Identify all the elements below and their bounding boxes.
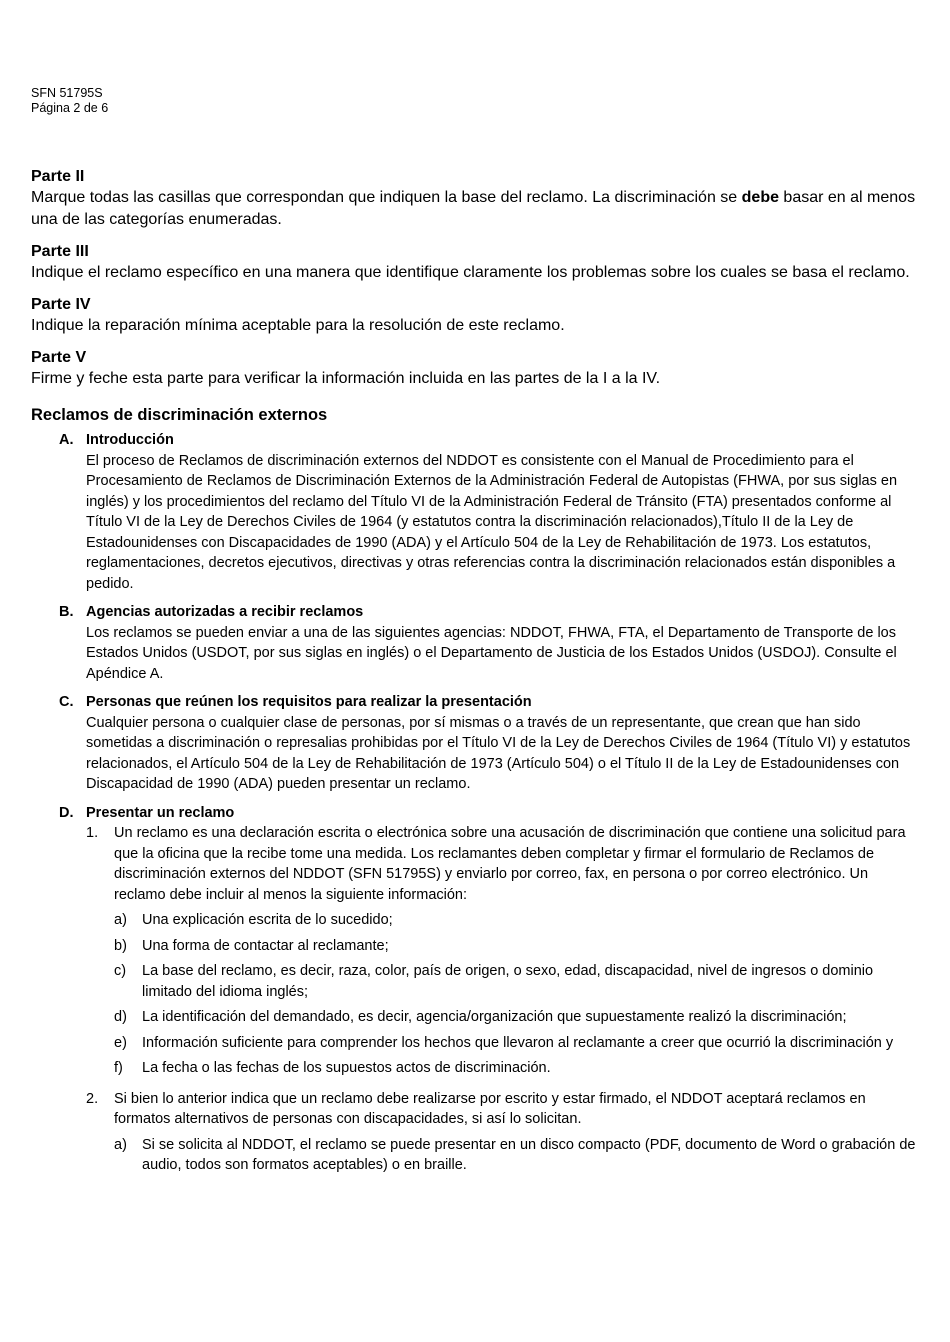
form-number: SFN 51795S bbox=[31, 86, 103, 100]
sub-text: La base del reclamo, es decir, raza, color, país de origen, o sexo, edad, discapacidad, nivel de ingresos o dominio limitado del idioma inglés; bbox=[142, 963, 874, 1000]
section-item-a bbox=[31, 430, 921, 594]
item-text: Los reclamos se pueden enviar a una de las siguientes agencias: NDDOT, FHWA, FTA, el Departamento de Transporte de los Estados Unidos (USDOT, por sus siglas en inglés) o el Departamento de Justicia de los Estados Unidos (USDOJ). Consulte el Apéndice A. bbox=[86, 624, 897, 682]
sub-text: Una explicación escrita de lo sucedido; bbox=[142, 912, 393, 928]
form-header bbox=[31, 86, 108, 116]
sub-text: Una forma de contactar al reclamante; bbox=[142, 937, 389, 954]
sub-item-a bbox=[114, 910, 921, 931]
section-item-b bbox=[31, 602, 921, 684]
item-title: Agencias autorizadas a recibir reclamos bbox=[86, 604, 364, 620]
sub-letter: e) bbox=[114, 1034, 127, 1051]
emphasis-debe: debe bbox=[741, 189, 779, 206]
part-v-text: Firme y feche esta parte para verificar la información incluida en las partes de la I a la IV. bbox=[31, 370, 661, 387]
section-item-d bbox=[31, 803, 921, 1176]
item-letter: C. bbox=[59, 694, 74, 710]
sub-letter: a) bbox=[114, 1136, 127, 1153]
document-body bbox=[31, 167, 921, 1184]
part-v bbox=[31, 348, 921, 390]
point-text: Un reclamo es una declaración escrita o electrónica sobre una acusación de discriminación que contiene una solicitud para que la oficina que la recibe tome una medida. Los reclamantes deben completar y firmar el formulario de Reclamos de discriminación externos del NDDOT (SFN 51795S) y enviarlo por correo, fax, en persona o por correo electrónico. Un reclamo debe incluir al menos la siguiente información: bbox=[114, 825, 906, 903]
part-v-title: Parte V bbox=[31, 349, 87, 366]
numbered-point-1 bbox=[86, 823, 921, 1079]
sub-letter: a) bbox=[114, 912, 127, 928]
sub-letter: c) bbox=[114, 963, 127, 979]
part-iii-text: Indique el reclamo específico en una manera que identifique claramente los problemas sobre los cuales se basa el reclamo. bbox=[31, 264, 910, 281]
item-title: Personas que reúnen los requisitos para realizar la presentación bbox=[86, 694, 532, 710]
part-iv-title: Parte IV bbox=[31, 296, 91, 313]
part-iii bbox=[31, 242, 921, 284]
part-iii-title: Parte III bbox=[31, 243, 89, 260]
section-title: Reclamos de discriminación externos bbox=[31, 406, 328, 424]
item-text: Cualquier persona o cualquier clase de personas, por sí mismas o a través de un representante, que crean que han sido sometidas a discriminación o represalias prohibidas por el Título VI de la Ley de Derechos Civiles de 1964 (Título VI) y estatutos relacionados, el Artículo 504 de la Ley de Rehabilitación de 1973 (Artículo 504) o el Título II de la Ley de Estadounidenses con Discapacidad de 1990 (ADA) pueden presentar un reclamo. bbox=[86, 714, 911, 792]
sub-text: La identificación del demandado, es decir, agencia/organización que supuestamente realizó la discriminación; bbox=[142, 1009, 847, 1025]
part-ii-title: Parte II bbox=[31, 168, 85, 185]
sub-item-f bbox=[114, 1058, 921, 1079]
sub-letter: f) bbox=[114, 1060, 123, 1076]
sub-text: La fecha o las fechas de los supuestos actos de discriminación. bbox=[142, 1060, 551, 1076]
sub-letter: b) bbox=[114, 937, 127, 954]
sub-item-d bbox=[114, 1007, 921, 1028]
part-iv-text: Indique la reparación mínima aceptable para la resolución de este reclamo. bbox=[31, 317, 565, 334]
item-letter: B. bbox=[59, 604, 74, 620]
part-ii bbox=[31, 167, 921, 231]
item-title: Introducción bbox=[86, 432, 174, 448]
point-number: 2. bbox=[86, 1090, 99, 1107]
section-item-c bbox=[31, 692, 921, 795]
point-text: Si bien lo anterior indica que un reclamo debe realizarse por escrito y estar firmado, el NDDOT aceptará reclamos en formatos alternativos de personas con discapacidades, si así lo solicitan. bbox=[114, 1090, 866, 1127]
page-number: Página 2 de 6 bbox=[31, 101, 109, 115]
sub-item-b bbox=[114, 936, 921, 957]
item-text: El proceso de Reclamos de discriminación externos del NDDOT es consistente con el Manual de Procedimiento para el Procesamiento de Reclamos de Discriminación Externos de la Administración Federal de Autopistas (FHWA, por sus siglas en inglés) y los procedimientos del reclamo del Título VI de la Administración Federal de Tránsito (FTA) presentados conforme al Título VI de la Ley de Derechos Civiles de 1964 (y estatutos contra la discriminación relacionados),Título II de la Ley de Estadounidenses con Discapacidades de 1990 (ADA) y el Artículo 504 de la Ley de Rehabilitación de 1973. Los estatutos, reglamentaciones, decretos ejecutivos, directivas y otras referencias contra la discriminación relacionados están disponibles a pedido. bbox=[86, 452, 898, 592]
item-letter: A. bbox=[59, 432, 74, 448]
point-number: 1. bbox=[86, 825, 99, 841]
part-ii-text: Marque todas las casillas que correspondan que indiquen la base del reclamo. La discriminación se debe basar en al menos una de las categorías enumeradas. bbox=[31, 189, 916, 228]
sub-letter: d) bbox=[114, 1009, 127, 1025]
item-title: Presentar un reclamo bbox=[86, 804, 235, 821]
item-letter: D. bbox=[59, 804, 74, 821]
sub-text: Si se solicita al NDDOT, el reclamo se puede presentar en un disco compacto (PDF, documento de Word o grabación de audio, todos son formatos aceptables) o en braille. bbox=[142, 1136, 916, 1173]
sub-item-a bbox=[114, 1135, 921, 1176]
numbered-point-2 bbox=[86, 1089, 921, 1176]
sub-item-c bbox=[114, 961, 921, 1002]
part-iv bbox=[31, 295, 921, 337]
sub-text: Información suficiente para comprender los hechos que llevaron al reclamante a creer que ocurrió la discriminación y bbox=[142, 1034, 894, 1051]
sub-item-e bbox=[114, 1033, 921, 1054]
